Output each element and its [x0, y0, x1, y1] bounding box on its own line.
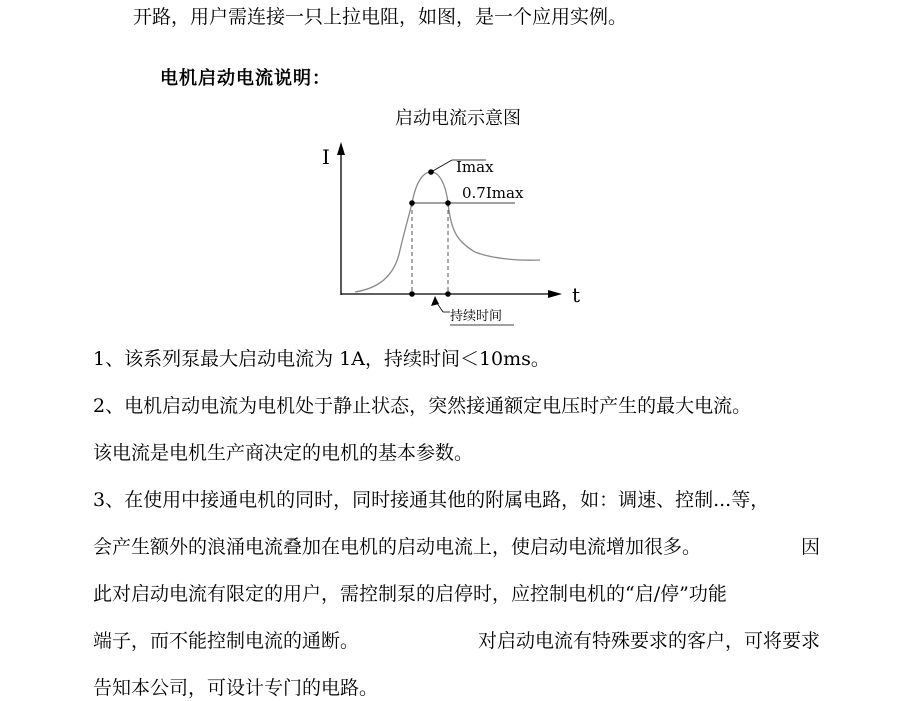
fall-dot — [445, 200, 451, 206]
duration-label: 持续时间 — [450, 309, 503, 324]
paragraph-2-line-2: 该电流是电机生产商决定的电机的基本参数。 — [93, 442, 474, 464]
paragraph-3-line-2-tail: 因 — [800, 536, 820, 558]
fall-axis-dot — [445, 291, 451, 297]
paragraph-3-line-5: 告知本公司，可设计专门的电路。 — [93, 677, 379, 699]
paragraph-2-line-1: 2、电机启动电流为电机处于静止状态，突然接通额定电压时产生的最大电流。 — [93, 395, 752, 417]
rise-axis-dot — [409, 291, 415, 297]
peak-dot — [428, 169, 434, 175]
duration-leader-line — [435, 300, 443, 312]
paragraph-3-line-2-main: 会产生额外的浪涌电流叠加在电机的启动电流上，使启动电流增加很多。 — [93, 536, 702, 558]
peak-label: Imax — [456, 158, 494, 176]
seventy-percent-label: 0.7Imax — [462, 184, 524, 202]
section-heading: 电机启动电流说明： — [160, 68, 331, 89]
paragraph-3-line-4-main: 端子，而不能控制电流的通断。 — [93, 630, 360, 652]
paragraph-3-line-1: 3、在使用中接通电机的同时，同时接通其他的附属电路，如：调速、控制...等， — [93, 489, 770, 511]
intro-text: 开路，用户需连接一只上拉电阻，如图，是一个应用实例。 — [133, 6, 628, 28]
rise-dot — [409, 200, 415, 206]
x-axis-label: t — [572, 283, 581, 307]
x-axis-arrow — [548, 290, 562, 298]
paragraph-3-line-3: 此对启动电流有限定的用户，需控制泵的启停时，应控制电机的“启/停”功能 — [93, 583, 727, 605]
y-axis-arrow — [337, 142, 345, 155]
paragraph-3-line-4 — [93, 629, 820, 653]
paragraph-1: 1、该系列泵最大启动电流为 1A，持续时间＜10ms。 — [93, 348, 550, 370]
diagram-title: 启动电流示意图 — [395, 108, 521, 129]
paragraph-3-line-4-tail: 对启动电流有特殊要求的客户，可将要求 — [477, 630, 820, 652]
y-axis-label: I — [322, 145, 330, 169]
paragraph-3-line-2 — [93, 535, 820, 559]
startup-current-diagram — [300, 130, 600, 330]
peak-leader-line — [431, 160, 452, 172]
